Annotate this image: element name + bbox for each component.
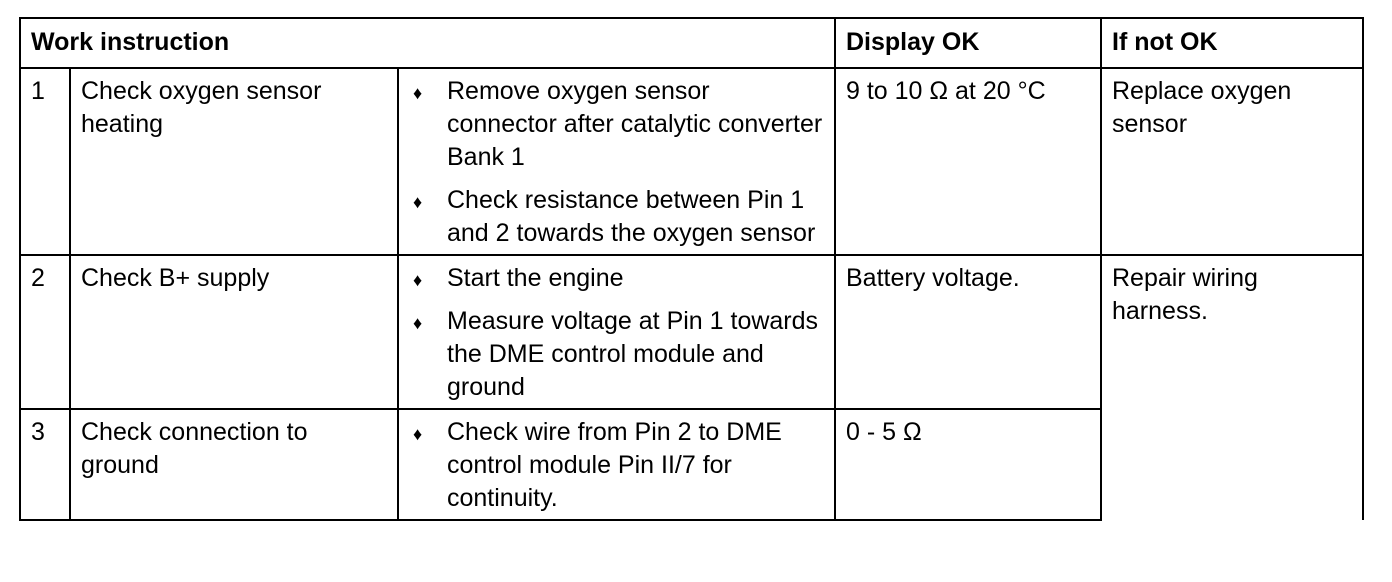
diamond-bullet-icon: ♦: [413, 270, 423, 290]
diamond-bullet-icon: ♦: [413, 313, 423, 333]
step-item: [409, 75, 824, 174]
row-if-not-ok: Repair wiring harness.: [1101, 255, 1363, 520]
diamond-bullet-icon: ♦: [413, 83, 423, 103]
work-instruction-table: [19, 17, 1364, 521]
diamond-bullet-icon: ♦: [413, 192, 423, 212]
steps-list: [409, 75, 824, 250]
header-work-instruction: Work instruction: [20, 18, 835, 68]
row-number: 1: [20, 68, 70, 255]
step-item: [409, 262, 824, 295]
step-item: [409, 184, 824, 250]
row-display-ok: 9 to 10 Ω at 20 °C: [835, 68, 1101, 255]
step-item: [409, 305, 824, 404]
diamond-bullet-icon: ♦: [413, 424, 423, 444]
table-row: [20, 255, 1363, 409]
row-task: Check B+ supply: [70, 255, 398, 409]
row-display-ok: 0 - 5 Ω: [835, 409, 1101, 520]
header-if-not-ok: If not OK: [1101, 18, 1363, 68]
step-item: [409, 416, 824, 515]
row-number: 3: [20, 409, 70, 520]
row-steps: [398, 255, 835, 409]
steps-list: [409, 416, 824, 515]
table-row: [20, 68, 1363, 255]
row-if-not-ok: Replace oxygen sensor: [1101, 68, 1363, 255]
steps-list: [409, 262, 824, 404]
step-text: Check resistance between Pin 1 and 2 towards the oxygen sensor: [447, 186, 816, 247]
row-task: Check oxygen sensor heating: [70, 68, 398, 255]
header-row: [20, 18, 1363, 68]
header-display-ok: Display OK: [835, 18, 1101, 68]
row-steps: [398, 68, 835, 255]
step-text: Start the engine: [447, 264, 624, 292]
row-number: 2: [20, 255, 70, 409]
step-text: Check wire from Pin 2 to DME control module Pin II/7 for continuity.: [447, 418, 782, 512]
step-text: Measure voltage at Pin 1 towards the DME control module and ground: [447, 307, 819, 401]
step-text: Remove oxygen sensor connector after catalytic converter Bank 1: [447, 77, 823, 171]
row-display-ok: Battery voltage.: [835, 255, 1101, 409]
row-task: Check connection to ground: [70, 409, 398, 520]
row-steps: [398, 409, 835, 520]
